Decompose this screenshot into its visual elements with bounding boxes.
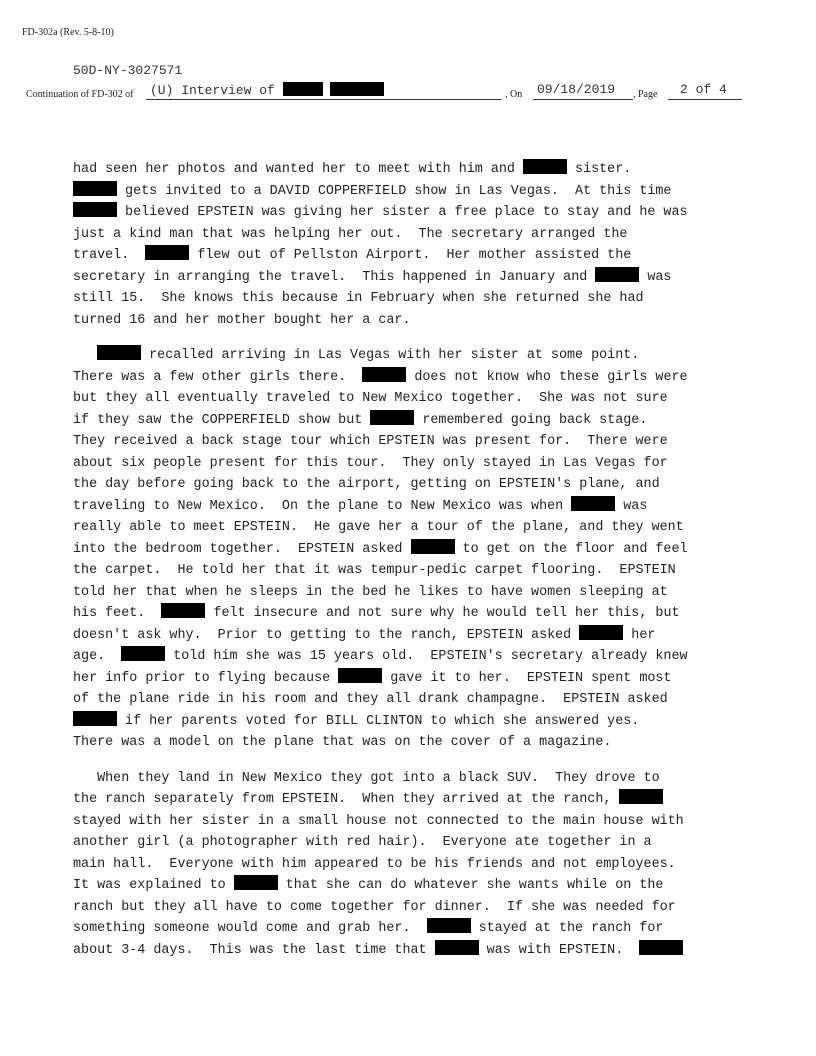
text-line [73,202,753,224]
interview-date: 09/18/2019 [537,82,616,97]
paragraph [73,159,753,331]
text-segment: remembered going back stage. [414,412,648,428]
text-segment: felt insecure and not sure why he would tell her this, but [205,606,680,621]
paragraph [73,768,753,962]
text-segment: stayed at the ranch for [470,921,664,936]
text-line [73,832,753,854]
redaction-box [435,940,479,955]
text-segment: her info prior to flying because [73,670,339,686]
text-segment: the day before going back to the airport, getting on EPSTEIN's plane, and [73,477,660,492]
text-segment: was [639,269,672,285]
case-number: 50D-NY-3027571 [73,63,183,78]
redaction-box [338,668,382,683]
text-line [73,789,753,811]
subject-underline [146,99,501,100]
redaction-box [619,789,663,804]
text-line [73,410,753,432]
text-line [73,603,753,625]
text-line [73,224,753,246]
redaction-box [370,410,414,425]
redaction-box [571,496,615,511]
text-segment: does not know who these girls were [406,369,688,385]
redaction-box [234,875,278,890]
text-line [73,517,753,539]
text-line [73,288,753,310]
text-line [73,267,753,289]
text-segment: but they all eventually traveled to New Mexico together. She was not sure [73,391,668,406]
text-segment: It was explained to [73,878,234,893]
text-segment: his feet. [73,606,162,621]
paragraph [73,345,753,754]
redaction-box [595,267,639,282]
text-segment: believed EPSTEIN was giving her sister a free place to stay and he was [117,205,688,220]
text-line [73,367,753,389]
subject-prefix: (U) Interview of [150,83,275,98]
text-segment: had seen her photos and wanted her to meet with him and [73,162,523,177]
text-line [73,181,753,203]
text-segment: her [623,627,656,643]
page-label: , Page [633,89,658,100]
text-segment: recalled arriving in Las Vegas with her sister at some point. [141,348,640,363]
text-segment: the ranch separately from EPSTEIN. When they arrived at the ranch, [73,792,620,807]
text-segment: flew out of Pellston Airport. Her mother assisted the [189,248,632,263]
text-segment: travel. [73,248,146,263]
text-line [73,768,753,790]
page-underline [668,99,742,100]
text-segment: There was a model on the plane that was on the cover of a magazine. [73,735,612,750]
continuation-label: Continuation of FD-302 of [26,89,134,100]
text-segment: gets invited to a DAVID COPPERFIELD show in Las Vegas. At this time [117,183,672,199]
text-line [73,918,753,940]
text-segment: something someone would come and grab her. [73,921,427,936]
text-segment: gave it to her. EPSTEIN spent most [382,670,672,686]
redaction-box [283,82,323,96]
redaction-box [73,711,117,726]
text-segment: if they saw the COPPERFIELD show but [73,412,371,428]
continuation-row [26,82,756,104]
text-segment: to get on the floor and feel [454,541,688,557]
text-segment: another girl (a photographer with red hair). Everyone ate together in a [73,835,652,850]
text-segment: the carpet. He told her that it was tempur-pedic carpet flooring. EPSTEIN [73,563,676,578]
text-line [73,711,753,733]
text-line [73,625,753,647]
interview-body [73,159,753,975]
page-number: 2 of 4 [680,82,727,97]
redaction-box [73,181,117,196]
redaction-box [330,82,384,96]
text-segment: into the bedroom together. EPSTEIN asked [73,541,411,557]
text-segment [73,348,97,363]
subject-field [150,82,384,98]
text-segment: main hall. Everyone with him appeared to be his friends and not employees. [73,856,676,872]
redaction-box [73,202,117,217]
text-line [73,539,753,561]
redaction-box [639,940,683,955]
text-segment: was [615,498,648,514]
text-segment: sister. [567,162,632,177]
text-line [73,474,753,496]
text-line [73,345,753,367]
text-line [73,388,753,410]
text-segment: age. [73,649,122,664]
redaction-box [161,603,205,618]
redaction-box [121,646,165,661]
text-segment: if her parents voted for BILL CLINTON to which she answered yes. [117,713,640,729]
redaction-box [411,539,455,554]
text-line [73,940,753,962]
text-line [73,431,753,453]
text-line [73,560,753,582]
date-underline [533,99,633,100]
text-segment: ranch but they all have to come together for dinner. If she was needed for [73,899,676,915]
text-segment: turned 16 and her mother bought her a car. [73,312,411,328]
text-segment: was with EPSTEIN. [478,942,640,958]
text-segment: There was a few other girls there. [73,369,363,385]
text-segment: doesn't ask why. Prior to getting to the ranch, EPSTEIN asked [73,627,580,643]
redaction-box [97,345,141,360]
text-segment: just a kind man that was helping her out. The secretary arranged the [73,226,628,242]
text-line [73,646,753,668]
text-segment: traveling to New Mexico. On the plane to New Mexico was when [73,498,572,514]
text-segment: When they land in New Mexico they got into a black SUV. They drove to [73,770,660,786]
text-segment: They received a back stage tour which EPSTEIN was present for. There were [73,434,668,449]
text-line [73,732,753,754]
redaction-box [145,245,189,260]
redaction-box [427,918,471,933]
text-line [73,897,753,919]
text-line [73,310,753,332]
text-line [73,453,753,475]
text-line [73,159,753,181]
text-segment: secretary in arranging the travel. This happened in January and [73,269,596,285]
redaction-box [523,159,567,174]
text-line [73,582,753,604]
text-line [73,668,753,690]
text-line [73,854,753,876]
text-segment: that she can do whatever she wants while on the [277,878,664,893]
text-segment: told her that when he sleeps in the bed he likes to have women sleeping at [73,584,668,600]
text-segment: told him she was 15 years old. EPSTEIN's secretary already knew [165,649,688,664]
redaction-box [579,625,623,640]
text-segment: really able to meet EPSTEIN. He gave her a tour of the plane, and they went [73,520,684,535]
text-line [73,875,753,897]
text-segment: stayed with her sister in a small house not connected to the main house with [73,813,684,829]
text-line [73,496,753,518]
on-label: , On [505,89,523,100]
text-line [73,689,753,711]
text-line [73,245,753,267]
form-id: FD-302a (Rev. 5-8-10) [22,27,114,38]
text-segment: of the plane ride in his room and they all drank champagne. EPSTEIN asked [73,692,668,707]
text-segment: about 3-4 days. This was the last time that [73,942,435,958]
text-segment: still 15. She knows this because in February when she returned she had [73,291,644,306]
redaction-box [362,367,406,382]
text-segment: about six people present for this tour. They only stayed in Las Vegas for [73,455,668,471]
text-line [73,811,753,833]
